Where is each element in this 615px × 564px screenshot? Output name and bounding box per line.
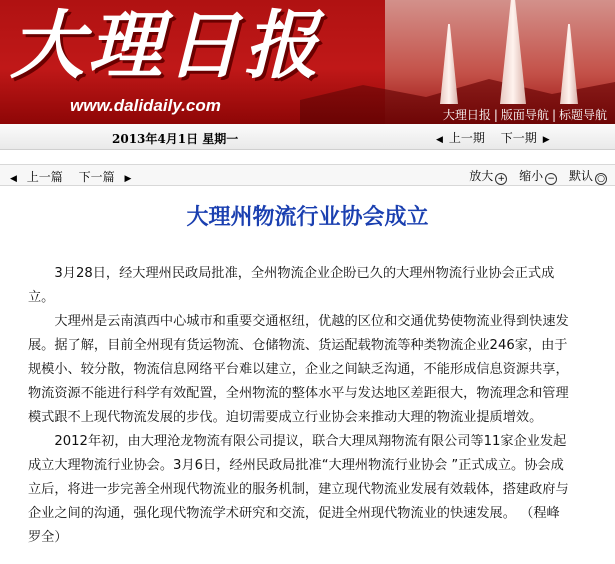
plus-circle-icon: + (495, 173, 507, 185)
triangle-left-icon: ◀ (436, 135, 443, 145)
prev-article-link[interactable] (10, 170, 69, 184)
nav-separator: | (493, 108, 498, 122)
top-nav (443, 106, 607, 123)
reset-circle-icon: ○ (595, 173, 607, 185)
nav-title-navigation[interactable]: 标题导航 (558, 108, 607, 122)
zoom-in-label: 放大 (469, 169, 494, 183)
nav-page-navigation[interactable]: 版面导航 (500, 108, 549, 122)
article-toolbar (0, 164, 615, 186)
newspaper-logo[interactable]: 大理日报 (10, 3, 322, 89)
issue-navigation (436, 129, 562, 146)
triangle-left-icon: ◀ (10, 174, 17, 184)
zoom-out-label: 缩小 (519, 169, 544, 183)
zoom-in-button[interactable] (469, 169, 507, 183)
nav-separator: | (551, 108, 556, 122)
zoom-out-button[interactable] (519, 169, 557, 183)
masthead-banner (0, 0, 615, 124)
next-article-link[interactable] (79, 170, 138, 184)
prev-issue-label: 上一期 (448, 131, 485, 145)
zoom-default-button[interactable] (569, 169, 607, 183)
triangle-right-icon: ▶ (124, 174, 132, 184)
prev-article-label: 上一篇 (26, 170, 63, 184)
zoom-default-label: 默认 (568, 169, 593, 183)
issue-date: 2013年4月1日 星期一 (112, 132, 239, 146)
article-paragraph: 3月28日，经大理州民政局批准，全州物流企业企盼已久的大理州物流行业协会正式成立。 (28, 266, 555, 305)
date-bar (0, 124, 615, 150)
triangle-right-icon: ▶ (542, 135, 550, 145)
minus-circle-icon: − (545, 173, 557, 185)
next-article-label: 下一篇 (78, 170, 115, 184)
article-body (28, 262, 573, 550)
article-paragraph: 2012年初，由大理沧龙物流有限公司提议，联合大理凤翔物流有限公司等11家企业发起成立大理物流行业协会。3月6日，经州民政局批准“大理州物流行业协会 ”正式成立。协会成立后，将进一步完善全州现代物流业的服务机制，建立现代物流业发展有效载体，搭建政府与企业之间的沟通，强化现代物流学术研究和交流，促进全州现代物流业的快速发展。 （程峰 罗全） (28, 434, 569, 545)
next-issue-label: 下一期 (500, 131, 537, 145)
zoom-controls (461, 167, 607, 185)
next-issue-link[interactable] (501, 131, 556, 145)
article-title: 大理州物流行业协会成立 (186, 205, 429, 230)
site-url[interactable]: www.dalidaily.com (70, 96, 221, 115)
prev-issue-link[interactable] (436, 131, 491, 145)
nav-dali-daily[interactable]: 大理日报 (442, 108, 491, 122)
article-navigation (10, 168, 143, 185)
article-paragraph: 大理州是云南滇西中心城市和重要交通枢纽，优越的区位和交通优势使物流业得到快速发展。据了解，目前全州现有货运物流、仓储物流、货运配载物流等种类物流企业246家，由于规模小、较分散，物流信息网络平台难以建立，企业之间缺乏沟通，不能形成信息资源共享，物流资源不能进行科学有效配置，全州物流的整体水平与发达地区差距很大，物流理念和管理模式跟不上现代物流发展的步伐。迫切需要成立行业协会来推动大理的物流业提质增效。 (28, 314, 569, 425)
